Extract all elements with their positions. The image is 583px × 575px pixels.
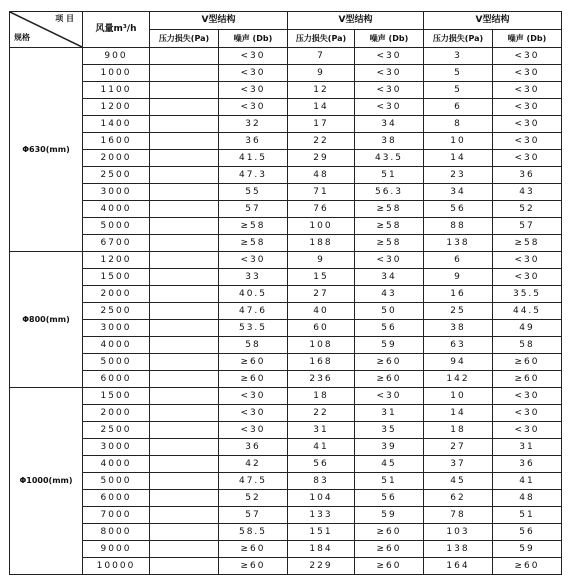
pressure-cell-2: 7: [288, 48, 355, 65]
noise-cell-3: 35.5: [493, 286, 562, 303]
noise-cell-3: ≥60: [493, 371, 562, 388]
pressure-cell-1: [150, 354, 219, 371]
table-row: [10, 354, 562, 371]
pressure-cell-3: 138: [424, 541, 493, 558]
noise-cell-1: <30: [219, 82, 288, 99]
pressure-cell-2: 151: [288, 524, 355, 541]
noise-cell-3: 59: [493, 541, 562, 558]
pressure-cell-2: 41: [288, 439, 355, 456]
airflow-cell: 6000: [83, 371, 150, 388]
noise-cell-2: 39: [355, 439, 424, 456]
pressure-cell-2: 40: [288, 303, 355, 320]
noise-cell-2: ≥58: [355, 235, 424, 252]
noise-header: 噪声 (Db): [493, 30, 562, 48]
noise-cell-3: <30: [493, 99, 562, 116]
airflow-cell: 1600: [83, 133, 150, 150]
pressure-cell-3: 9: [424, 269, 493, 286]
noise-cell-3: ≥60: [493, 558, 562, 575]
noise-cell-3: 56: [493, 524, 562, 541]
noise-cell-3: 41: [493, 473, 562, 490]
spec-cell: Φ1000(mm): [10, 388, 83, 575]
pressure-cell-2: 31: [288, 422, 355, 439]
noise-cell-3: <30: [493, 269, 562, 286]
noise-cell-2: <30: [355, 65, 424, 82]
noise-cell-1: <30: [219, 99, 288, 116]
noise-cell-3: 43: [493, 184, 562, 201]
noise-cell-3: 36: [493, 456, 562, 473]
table-row: [10, 558, 562, 575]
pressure-cell-3: 14: [424, 405, 493, 422]
pressure-cell-1: [150, 558, 219, 575]
pressure-cell-1: [150, 456, 219, 473]
pressure-cell-2: 22: [288, 133, 355, 150]
pressure-cell-3: 88: [424, 218, 493, 235]
noise-cell-3: ≥58: [493, 235, 562, 252]
pressure-cell-3: 38: [424, 320, 493, 337]
noise-cell-1: 58.5: [219, 524, 288, 541]
pressure-cell-1: [150, 99, 219, 116]
pressure-cell-2: 18: [288, 388, 355, 405]
noise-cell-1: <30: [219, 65, 288, 82]
noise-cell-2: 43: [355, 286, 424, 303]
noise-cell-1: <30: [219, 405, 288, 422]
pressure-header: 压力损失(Pa): [150, 30, 219, 48]
airflow-cell: 1200: [83, 252, 150, 269]
noise-cell-1: 58: [219, 337, 288, 354]
table-row: [10, 99, 562, 116]
pressure-cell-2: 236: [288, 371, 355, 388]
pressure-cell-1: [150, 167, 219, 184]
spec-cell: Φ800(mm): [10, 252, 83, 388]
pressure-cell-1: [150, 201, 219, 218]
pressure-cell-3: 3: [424, 48, 493, 65]
table-row: [10, 541, 562, 558]
noise-cell-2: <30: [355, 388, 424, 405]
pressure-cell-1: [150, 320, 219, 337]
pressure-cell-2: 48: [288, 167, 355, 184]
pressure-cell-1: [150, 133, 219, 150]
noise-cell-1: <30: [219, 48, 288, 65]
noise-cell-1: ≥60: [219, 371, 288, 388]
noise-cell-2: 56: [355, 320, 424, 337]
pressure-cell-1: [150, 337, 219, 354]
pressure-cell-3: 138: [424, 235, 493, 252]
table-row: [10, 82, 562, 99]
pressure-cell-1: [150, 507, 219, 524]
pressure-cell-1: [150, 184, 219, 201]
noise-cell-3: 51: [493, 507, 562, 524]
pressure-cell-1: [150, 388, 219, 405]
pressure-cell-3: 18: [424, 422, 493, 439]
pressure-cell-2: 83: [288, 473, 355, 490]
noise-cell-1: 52: [219, 490, 288, 507]
pressure-cell-1: [150, 524, 219, 541]
pressure-cell-3: 10: [424, 388, 493, 405]
table-row: [10, 405, 562, 422]
noise-cell-1: ≥58: [219, 235, 288, 252]
table-row: [10, 473, 562, 490]
pressure-cell-2: 9: [288, 65, 355, 82]
noise-cell-1: 42: [219, 456, 288, 473]
airflow-cell: 5000: [83, 218, 150, 235]
header-row-1: [10, 12, 562, 30]
airflow-cell: 1500: [83, 269, 150, 286]
noise-cell-1: 41.5: [219, 150, 288, 167]
airflow-cell: 9000: [83, 541, 150, 558]
airflow-cell: 4000: [83, 456, 150, 473]
noise-cell-1: 47.6: [219, 303, 288, 320]
pressure-cell-3: 16: [424, 286, 493, 303]
pressure-cell-2: 133: [288, 507, 355, 524]
pressure-cell-3: 37: [424, 456, 493, 473]
airflow-cell: 3000: [83, 439, 150, 456]
noise-cell-3: <30: [493, 133, 562, 150]
table-row: [10, 320, 562, 337]
noise-cell-3: 58: [493, 337, 562, 354]
noise-cell-3: <30: [493, 422, 562, 439]
group-header-1: V型结构: [150, 12, 288, 30]
noise-cell-3: 44.5: [493, 303, 562, 320]
noise-cell-2: 56: [355, 490, 424, 507]
pressure-cell-1: [150, 65, 219, 82]
pressure-cell-3: 6: [424, 252, 493, 269]
airflow-cell: 2000: [83, 150, 150, 167]
noise-cell-2: <30: [355, 99, 424, 116]
table-row: [10, 303, 562, 320]
table-row: [10, 507, 562, 524]
airflow-cell: 1200: [83, 99, 150, 116]
noise-cell-1: 32: [219, 116, 288, 133]
table-row: [10, 388, 562, 405]
table-row: [10, 371, 562, 388]
airflow-cell: 1100: [83, 82, 150, 99]
pressure-cell-3: 6: [424, 99, 493, 116]
table-row: [10, 490, 562, 507]
airflow-cell: 3000: [83, 320, 150, 337]
pressure-cell-2: 22: [288, 405, 355, 422]
airflow-cell: 1400: [83, 116, 150, 133]
noise-cell-2: 38: [355, 133, 424, 150]
noise-cell-2: <30: [355, 48, 424, 65]
noise-cell-1: 40.5: [219, 286, 288, 303]
noise-cell-3: 52: [493, 201, 562, 218]
pressure-cell-2: 168: [288, 354, 355, 371]
noise-cell-2: 43.5: [355, 150, 424, 167]
airflow-cell: 6000: [83, 490, 150, 507]
noise-cell-2: ≥58: [355, 201, 424, 218]
noise-cell-1: 57: [219, 507, 288, 524]
pressure-cell-2: 71: [288, 184, 355, 201]
pressure-cell-2: 15: [288, 269, 355, 286]
airflow-cell: 5000: [83, 473, 150, 490]
noise-cell-1: 55: [219, 184, 288, 201]
noise-cell-1: <30: [219, 388, 288, 405]
pressure-cell-3: 164: [424, 558, 493, 575]
pressure-cell-3: 62: [424, 490, 493, 507]
airflow-cell: 1000: [83, 65, 150, 82]
pressure-cell-3: 45: [424, 473, 493, 490]
pressure-cell-3: 14: [424, 150, 493, 167]
pressure-cell-1: [150, 286, 219, 303]
table-row: [10, 524, 562, 541]
pressure-cell-2: 17: [288, 116, 355, 133]
airflow-header: 风量m³/h: [83, 12, 150, 48]
pressure-cell-3: 142: [424, 371, 493, 388]
pressure-cell-1: [150, 490, 219, 507]
noise-cell-1: ≥60: [219, 354, 288, 371]
noise-cell-1: ≥58: [219, 218, 288, 235]
noise-cell-2: ≥60: [355, 541, 424, 558]
pressure-cell-3: 78: [424, 507, 493, 524]
noise-cell-2: ≥60: [355, 524, 424, 541]
pressure-cell-3: 5: [424, 65, 493, 82]
pressure-cell-1: [150, 116, 219, 133]
pressure-cell-1: [150, 303, 219, 320]
noise-cell-2: 34: [355, 116, 424, 133]
noise-header: 噪声 (Db): [355, 30, 424, 48]
airflow-cell: 5000: [83, 354, 150, 371]
table-row: [10, 286, 562, 303]
table-row: [10, 167, 562, 184]
table-row: [10, 201, 562, 218]
noise-cell-1: ≥60: [219, 558, 288, 575]
noise-cell-2: <30: [355, 82, 424, 99]
noise-cell-3: <30: [493, 388, 562, 405]
noise-cell-3: 31: [493, 439, 562, 456]
group-header-2: V型结构: [288, 12, 424, 30]
pressure-cell-2: 27: [288, 286, 355, 303]
table-row: [10, 133, 562, 150]
airflow-cell: 2500: [83, 303, 150, 320]
noise-cell-3: <30: [493, 48, 562, 65]
noise-cell-2: 31: [355, 405, 424, 422]
noise-cell-3: <30: [493, 65, 562, 82]
airflow-cell: 8000: [83, 524, 150, 541]
table-row: [10, 65, 562, 82]
airflow-cell: 2500: [83, 167, 150, 184]
table-row: [10, 439, 562, 456]
pressure-cell-1: [150, 150, 219, 167]
noise-cell-2: 50: [355, 303, 424, 320]
pressure-cell-3: 103: [424, 524, 493, 541]
table-row: [10, 252, 562, 269]
table-row: [10, 218, 562, 235]
pressure-header: 压力损失(Pa): [288, 30, 355, 48]
airflow-cell: 6700: [83, 235, 150, 252]
noise-cell-1: 53.5: [219, 320, 288, 337]
noise-cell-3: 36: [493, 167, 562, 184]
airflow-cell: 2000: [83, 286, 150, 303]
performance-table: [9, 11, 562, 575]
pressure-cell-2: 76: [288, 201, 355, 218]
noise-cell-1: <30: [219, 252, 288, 269]
noise-cell-3: <30: [493, 150, 562, 167]
pressure-cell-2: 9: [288, 252, 355, 269]
noise-cell-2: ≥60: [355, 371, 424, 388]
pressure-cell-2: 184: [288, 541, 355, 558]
pressure-cell-1: [150, 439, 219, 456]
pressure-cell-3: 27: [424, 439, 493, 456]
noise-cell-1: ≥60: [219, 541, 288, 558]
airflow-cell: 2000: [83, 405, 150, 422]
table-row: [10, 337, 562, 354]
noise-cell-3: 48: [493, 490, 562, 507]
noise-cell-2: 51: [355, 167, 424, 184]
pressure-cell-3: 10: [424, 133, 493, 150]
airflow-cell: 4000: [83, 201, 150, 218]
table-row: [10, 235, 562, 252]
corner-label-item: 项 目: [55, 14, 74, 23]
airflow-cell: 1500: [83, 388, 150, 405]
pressure-cell-3: 34: [424, 184, 493, 201]
noise-cell-1: <30: [219, 422, 288, 439]
table-row: [10, 184, 562, 201]
spec-cell: Φ630(mm): [10, 48, 83, 252]
noise-cell-1: 57: [219, 201, 288, 218]
noise-cell-2: 34: [355, 269, 424, 286]
noise-cell-2: 56.3: [355, 184, 424, 201]
pressure-cell-1: [150, 371, 219, 388]
pressure-cell-1: [150, 541, 219, 558]
noise-cell-2: 35: [355, 422, 424, 439]
table-row: [10, 116, 562, 133]
noise-cell-2: 59: [355, 507, 424, 524]
pressure-cell-2: 104: [288, 490, 355, 507]
pressure-cell-1: [150, 405, 219, 422]
pressure-cell-3: 5: [424, 82, 493, 99]
pressure-cell-2: 12: [288, 82, 355, 99]
table-row: [10, 422, 562, 439]
pressure-cell-2: 56: [288, 456, 355, 473]
airflow-cell: 2500: [83, 422, 150, 439]
noise-cell-3: <30: [493, 405, 562, 422]
noise-cell-2: ≥60: [355, 354, 424, 371]
pressure-cell-2: 14: [288, 99, 355, 116]
airflow-cell: 10000: [83, 558, 150, 575]
noise-cell-2: ≥60: [355, 558, 424, 575]
pressure-cell-2: 188: [288, 235, 355, 252]
airflow-cell: 3000: [83, 184, 150, 201]
airflow-cell: 4000: [83, 337, 150, 354]
pressure-cell-2: 60: [288, 320, 355, 337]
pressure-cell-2: 100: [288, 218, 355, 235]
noise-cell-2: 51: [355, 473, 424, 490]
pressure-cell-1: [150, 269, 219, 286]
pressure-cell-1: [150, 422, 219, 439]
noise-cell-3: <30: [493, 116, 562, 133]
noise-cell-1: 33: [219, 269, 288, 286]
noise-cell-3: <30: [493, 82, 562, 99]
pressure-cell-2: 108: [288, 337, 355, 354]
pressure-cell-3: 94: [424, 354, 493, 371]
corner-label-spec: 规格: [14, 33, 30, 42]
noise-cell-3: ≥60: [493, 354, 562, 371]
pressure-cell-1: [150, 473, 219, 490]
table-row: [10, 150, 562, 167]
airflow-cell: 900: [83, 48, 150, 65]
table-row: [10, 48, 562, 65]
corner-header-cell: [10, 12, 83, 48]
noise-cell-3: <30: [493, 252, 562, 269]
pressure-header: 压力损失(Pa): [424, 30, 493, 48]
noise-cell-1: 36: [219, 439, 288, 456]
table-row: [10, 269, 562, 286]
pressure-cell-3: 25: [424, 303, 493, 320]
pressure-cell-3: 23: [424, 167, 493, 184]
pressure-cell-1: [150, 252, 219, 269]
pressure-cell-1: [150, 218, 219, 235]
noise-cell-2: 45: [355, 456, 424, 473]
noise-cell-2: ≥58: [355, 218, 424, 235]
noise-cell-2: 59: [355, 337, 424, 354]
pressure-cell-3: 56: [424, 201, 493, 218]
noise-cell-1: 47.3: [219, 167, 288, 184]
noise-cell-3: 49: [493, 320, 562, 337]
pressure-cell-1: [150, 82, 219, 99]
pressure-cell-1: [150, 48, 219, 65]
noise-header: 噪声 (Db): [219, 30, 288, 48]
noise-cell-2: <30: [355, 252, 424, 269]
noise-cell-1: 36: [219, 133, 288, 150]
pressure-cell-1: [150, 235, 219, 252]
noise-cell-3: 57: [493, 218, 562, 235]
pressure-cell-3: 8: [424, 116, 493, 133]
table-row: [10, 456, 562, 473]
noise-cell-1: 47.5: [219, 473, 288, 490]
airflow-cell: 7000: [83, 507, 150, 524]
pressure-cell-2: 229: [288, 558, 355, 575]
pressure-cell-3: 63: [424, 337, 493, 354]
group-header-3: V型结构: [424, 12, 562, 30]
pressure-cell-2: 29: [288, 150, 355, 167]
